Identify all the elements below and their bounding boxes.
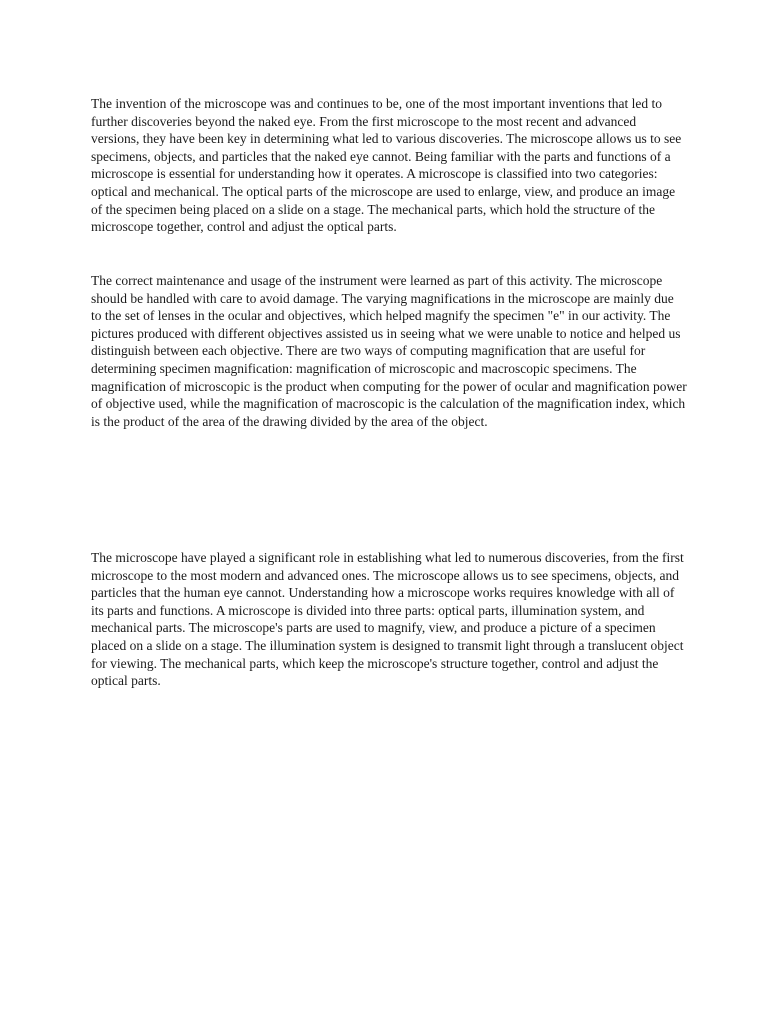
paragraph-1: The invention of the microscope was and continues to be, one of the most important inventions that led to further discoveries beyond the naked eye. From the first microscope to the most recent and advanced versions, they have been key in determining what led to various discoveries. The microscope allows us to see specimens, objects, and particles that the naked eye cannot. Being familiar with the parts and functions of a microscope is essential for understanding how it operates. A microscope is classified into two categories: optical and mechanical. The optical parts of the microscope are used to enlarge, view, and produce an image of the specimen being placed on a slide on a stage. The mechanical parts, which hold the structure of the microscope together, control and adjust the optical parts. — [91, 96, 682, 235]
paragraph-3: The microscope have played a significant role in establishing what led to numerous discoveries, from the first microscope to the most modern and advanced ones. The microscope allows us to see specimens, objects, and particles that the human eye cannot. Understanding how a microscope works requires knowledge with all of its parts and functions. A microscope is divided into three parts: optical parts, illumination system, and mechanical parts. The microscope's parts are used to magnify, view, and produce a picture of a specimen placed on a slide on a stage. The illumination system is designed to transmit light through a translucent object for viewing. The mechanical parts, which keep the microscope's structure together, control and adjust the optical parts. — [91, 550, 684, 689]
paragraph-2: The correct maintenance and usage of the instrument were learned as part of this activity. The microscope should be handled with care to avoid damage. The varying magnifications in the microscope are mainly due to the set of lenses in the ocular and objectives, which helped magnify the specimen "e" in our activity. The pictures produced with different objectives assisted us in seeing what we were unable to notice and helped us distinguish between each objective. There are two ways of computing magnification that are useful for determining specimen magnification: magnification of microscopic and macroscopic specimens. The magnification of microscopic is the product when computing for the power of ocular and magnification power of objective used, while the magnification of macroscopic is the calculation of the magnification index, which is the product of the area of the drawing divided by the area of the object. — [91, 273, 687, 429]
